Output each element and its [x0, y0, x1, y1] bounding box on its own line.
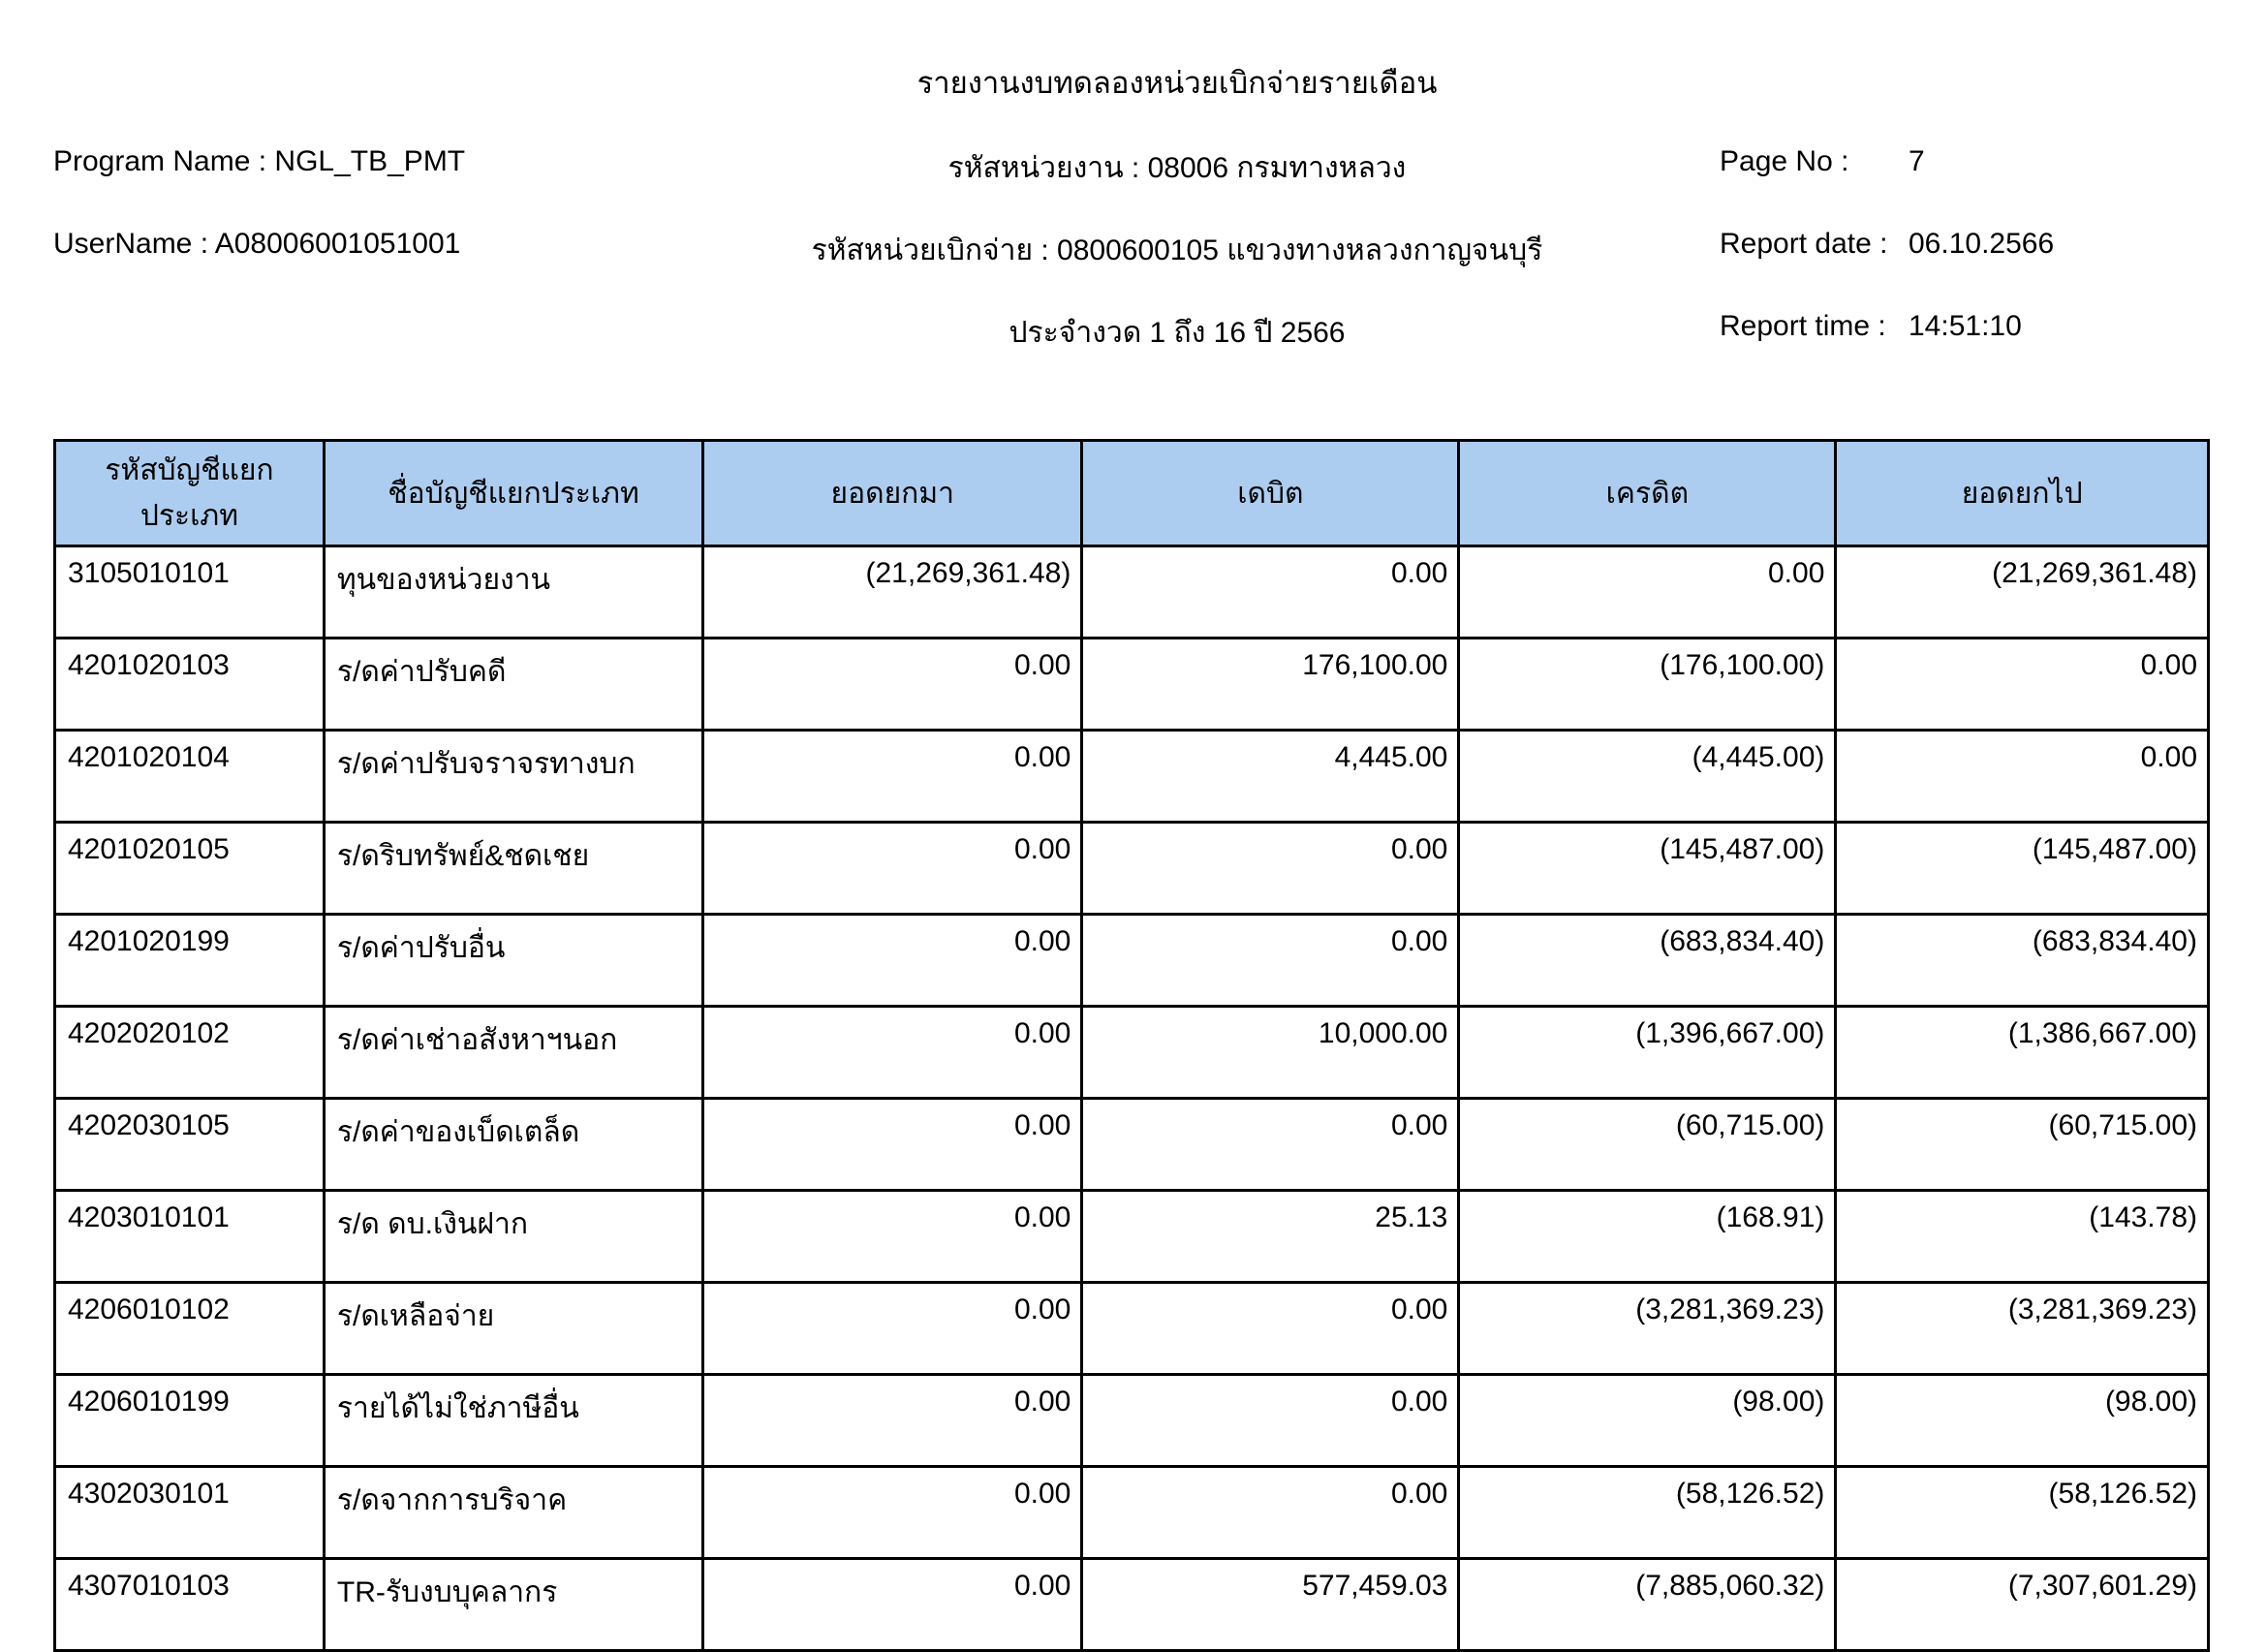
disbursement-unit-line: รหัสหน่วยเบิกจ่าย : 0800600105 แขวงทางหลวงกาญจนบุรี	[811, 234, 1543, 266]
account-code-cell: 4201020103	[55, 639, 325, 731]
account-code-cell: 4203010101	[55, 1191, 325, 1283]
balance-carried-forward-cell: (21,269,361.48)	[1836, 546, 2209, 639]
column-header-credit: เครดิต	[1459, 441, 1836, 546]
balance-brought-forward-cell: 0.00	[703, 915, 1082, 1007]
credit-cell: (3,281,369.23)	[1459, 1283, 1836, 1375]
table-row	[55, 1007, 2209, 1099]
column-header-account-name: ชื่อบัญชีแยกประเภท	[324, 441, 702, 546]
report-time-value: 14:51:10	[1909, 310, 2022, 342]
account-name-cell: ร/ดจากการบริจาค	[324, 1467, 702, 1559]
table-row	[55, 823, 2209, 915]
debit-cell: 0.00	[1082, 915, 1459, 1007]
column-header-balance-carried-forward: ยอดยกไป	[1836, 441, 2209, 546]
account-name-cell: ร/ด ดบ.เงินฝาก	[324, 1191, 702, 1283]
credit-cell: (168.91)	[1459, 1191, 1836, 1283]
table-row	[55, 1283, 2209, 1375]
debit-cell: 0.00	[1082, 1375, 1459, 1467]
trial-balance-table-wrap	[53, 439, 2210, 1652]
debit-cell: 4,445.00	[1082, 731, 1459, 823]
table-row	[55, 1099, 2209, 1191]
credit-cell: (7,885,060.32)	[1459, 1559, 1836, 1651]
column-header-balance-brought-forward: ยอดยกมา	[703, 441, 1082, 546]
balance-carried-forward-cell: (60,715.00)	[1836, 1099, 2209, 1191]
balance-carried-forward-cell: (683,834.40)	[1836, 915, 2209, 1007]
credit-cell: (98.00)	[1459, 1375, 1836, 1467]
balance-brought-forward-cell: 0.00	[703, 1559, 1082, 1651]
balance-carried-forward-cell: (98.00)	[1836, 1375, 2209, 1467]
credit-cell: (145,487.00)	[1459, 823, 1836, 915]
credit-cell: (1,396,667.00)	[1459, 1007, 1836, 1099]
balance-carried-forward-cell: 0.00	[1836, 731, 2209, 823]
account-name-cell: รายได้ไม่ใช่ภาษีอื่น	[324, 1375, 702, 1467]
balance-carried-forward-cell: (1,386,667.00)	[1836, 1007, 2209, 1099]
account-code-cell: 3105010101	[55, 546, 325, 639]
balance-brought-forward-cell: 0.00	[703, 731, 1082, 823]
table-row	[55, 1191, 2209, 1283]
debit-cell: 10,000.00	[1082, 1007, 1459, 1099]
credit-cell: (176,100.00)	[1459, 639, 1836, 731]
balance-carried-forward-cell: (145,487.00)	[1836, 823, 2209, 915]
debit-cell: 0.00	[1082, 546, 1459, 639]
report-time-line	[1720, 310, 2243, 343]
account-code-cell: 4202030105	[55, 1099, 325, 1191]
report-date-line	[1720, 228, 2243, 261]
table-row	[55, 1559, 2209, 1651]
account-code-cell: 4201020199	[55, 915, 325, 1007]
balance-carried-forward-cell: (3,281,369.23)	[1836, 1283, 2209, 1375]
column-header-debit: เดบิต	[1082, 441, 1459, 546]
username-value: A08006001051001	[214, 228, 461, 260]
report-title: รายงานงบทดลองหน่วยเบิกจ่ายรายเดือน	[916, 66, 1438, 100]
account-code-cell: 4206010102	[55, 1283, 325, 1375]
table-row	[55, 1467, 2209, 1559]
balance-brought-forward-cell: 0.00	[703, 1191, 1082, 1283]
balance-brought-forward-cell: 0.00	[703, 1099, 1082, 1191]
account-name-cell: ร/ดค่าปรับคดี	[324, 639, 702, 731]
table-row	[55, 639, 2209, 731]
period-line: ประจำงวด 1 ถึง 16 ปี 2566	[1009, 317, 1346, 349]
account-name-cell: ทุนของหน่วยงาน	[324, 546, 702, 639]
balance-carried-forward-cell: 0.00	[1836, 639, 2209, 731]
page-no-line	[1720, 145, 2243, 178]
debit-cell: 176,100.00	[1082, 639, 1459, 731]
balance-brought-forward-cell: (21,269,361.48)	[703, 546, 1082, 639]
credit-cell: (683,834.40)	[1459, 915, 1836, 1007]
debit-cell: 25.13	[1082, 1191, 1459, 1283]
debit-cell: 0.00	[1082, 1467, 1459, 1559]
balance-carried-forward-cell: (58,126.52)	[1836, 1467, 2209, 1559]
program-name-label: Program Name :	[53, 145, 267, 177]
table-row	[55, 546, 2209, 639]
debit-cell: 577,459.03	[1082, 1559, 1459, 1651]
balance-brought-forward-cell: 0.00	[703, 1007, 1082, 1099]
balance-brought-forward-cell: 0.00	[703, 639, 1082, 731]
account-code-cell: 4307010103	[55, 1559, 325, 1651]
account-name-cell: ร/ดค่าเช่าอสังหาฯนอก	[324, 1007, 702, 1099]
balance-carried-forward-cell: (7,307,601.29)	[1836, 1559, 2209, 1651]
account-name-cell: ร/ดเหลือจ่าย	[324, 1283, 702, 1375]
report-date-label: Report date :	[1720, 228, 1888, 260]
debit-cell: 0.00	[1082, 1283, 1459, 1375]
username-label: UserName :	[53, 228, 209, 260]
account-name-cell: ร/ดค่าปรับจราจรทางบก	[324, 731, 702, 823]
account-code-cell: 4302030101	[55, 1467, 325, 1559]
account-name-cell: TR-รับงบบุคลากร	[324, 1559, 702, 1651]
account-name-cell: ร/ดค่าของเบ็ดเตล็ด	[324, 1099, 702, 1191]
trial-balance-table	[53, 439, 2210, 1652]
account-code-cell: 4201020104	[55, 731, 325, 823]
table-row	[55, 915, 2209, 1007]
page-no-value: 7	[1909, 145, 1925, 177]
balance-brought-forward-cell: 0.00	[703, 1467, 1082, 1559]
debit-cell: 0.00	[1082, 823, 1459, 915]
report-time-label: Report time :	[1720, 310, 1886, 342]
balance-brought-forward-cell: 0.00	[703, 823, 1082, 915]
balance-carried-forward-cell: (143.78)	[1836, 1191, 2209, 1283]
account-code-cell: 4206010199	[55, 1375, 325, 1467]
credit-cell: (4,445.00)	[1459, 731, 1836, 823]
balance-brought-forward-cell: 0.00	[703, 1375, 1082, 1467]
column-header-account-code: รหัสบัญชีแยกประเภท	[55, 441, 325, 546]
program-name-value: NGL_TB_PMT	[274, 145, 466, 177]
credit-cell: (60,715.00)	[1459, 1099, 1836, 1191]
report-date-value: 06.10.2566	[1909, 228, 2055, 260]
account-code-cell: 4201020105	[55, 823, 325, 915]
account-code-cell: 4202020102	[55, 1007, 325, 1099]
account-name-cell: ร/ดริบทรัพย์&ชดเชย	[324, 823, 702, 915]
debit-cell: 0.00	[1082, 1099, 1459, 1191]
page-no-label: Page No :	[1720, 145, 1849, 177]
credit-cell: 0.00	[1459, 546, 1836, 639]
balance-brought-forward-cell: 0.00	[703, 1283, 1082, 1375]
table-row	[55, 1375, 2209, 1467]
table-row	[55, 731, 2209, 823]
credit-cell: (58,126.52)	[1459, 1467, 1836, 1559]
username-line	[53, 228, 460, 261]
agency-code-line: รหัสหน่วยงาน : 08006 กรมทางหลวง	[947, 152, 1407, 184]
account-name-cell: ร/ดค่าปรับอื่น	[324, 915, 702, 1007]
program-name-line	[53, 145, 465, 178]
table-header-row	[55, 441, 2209, 546]
